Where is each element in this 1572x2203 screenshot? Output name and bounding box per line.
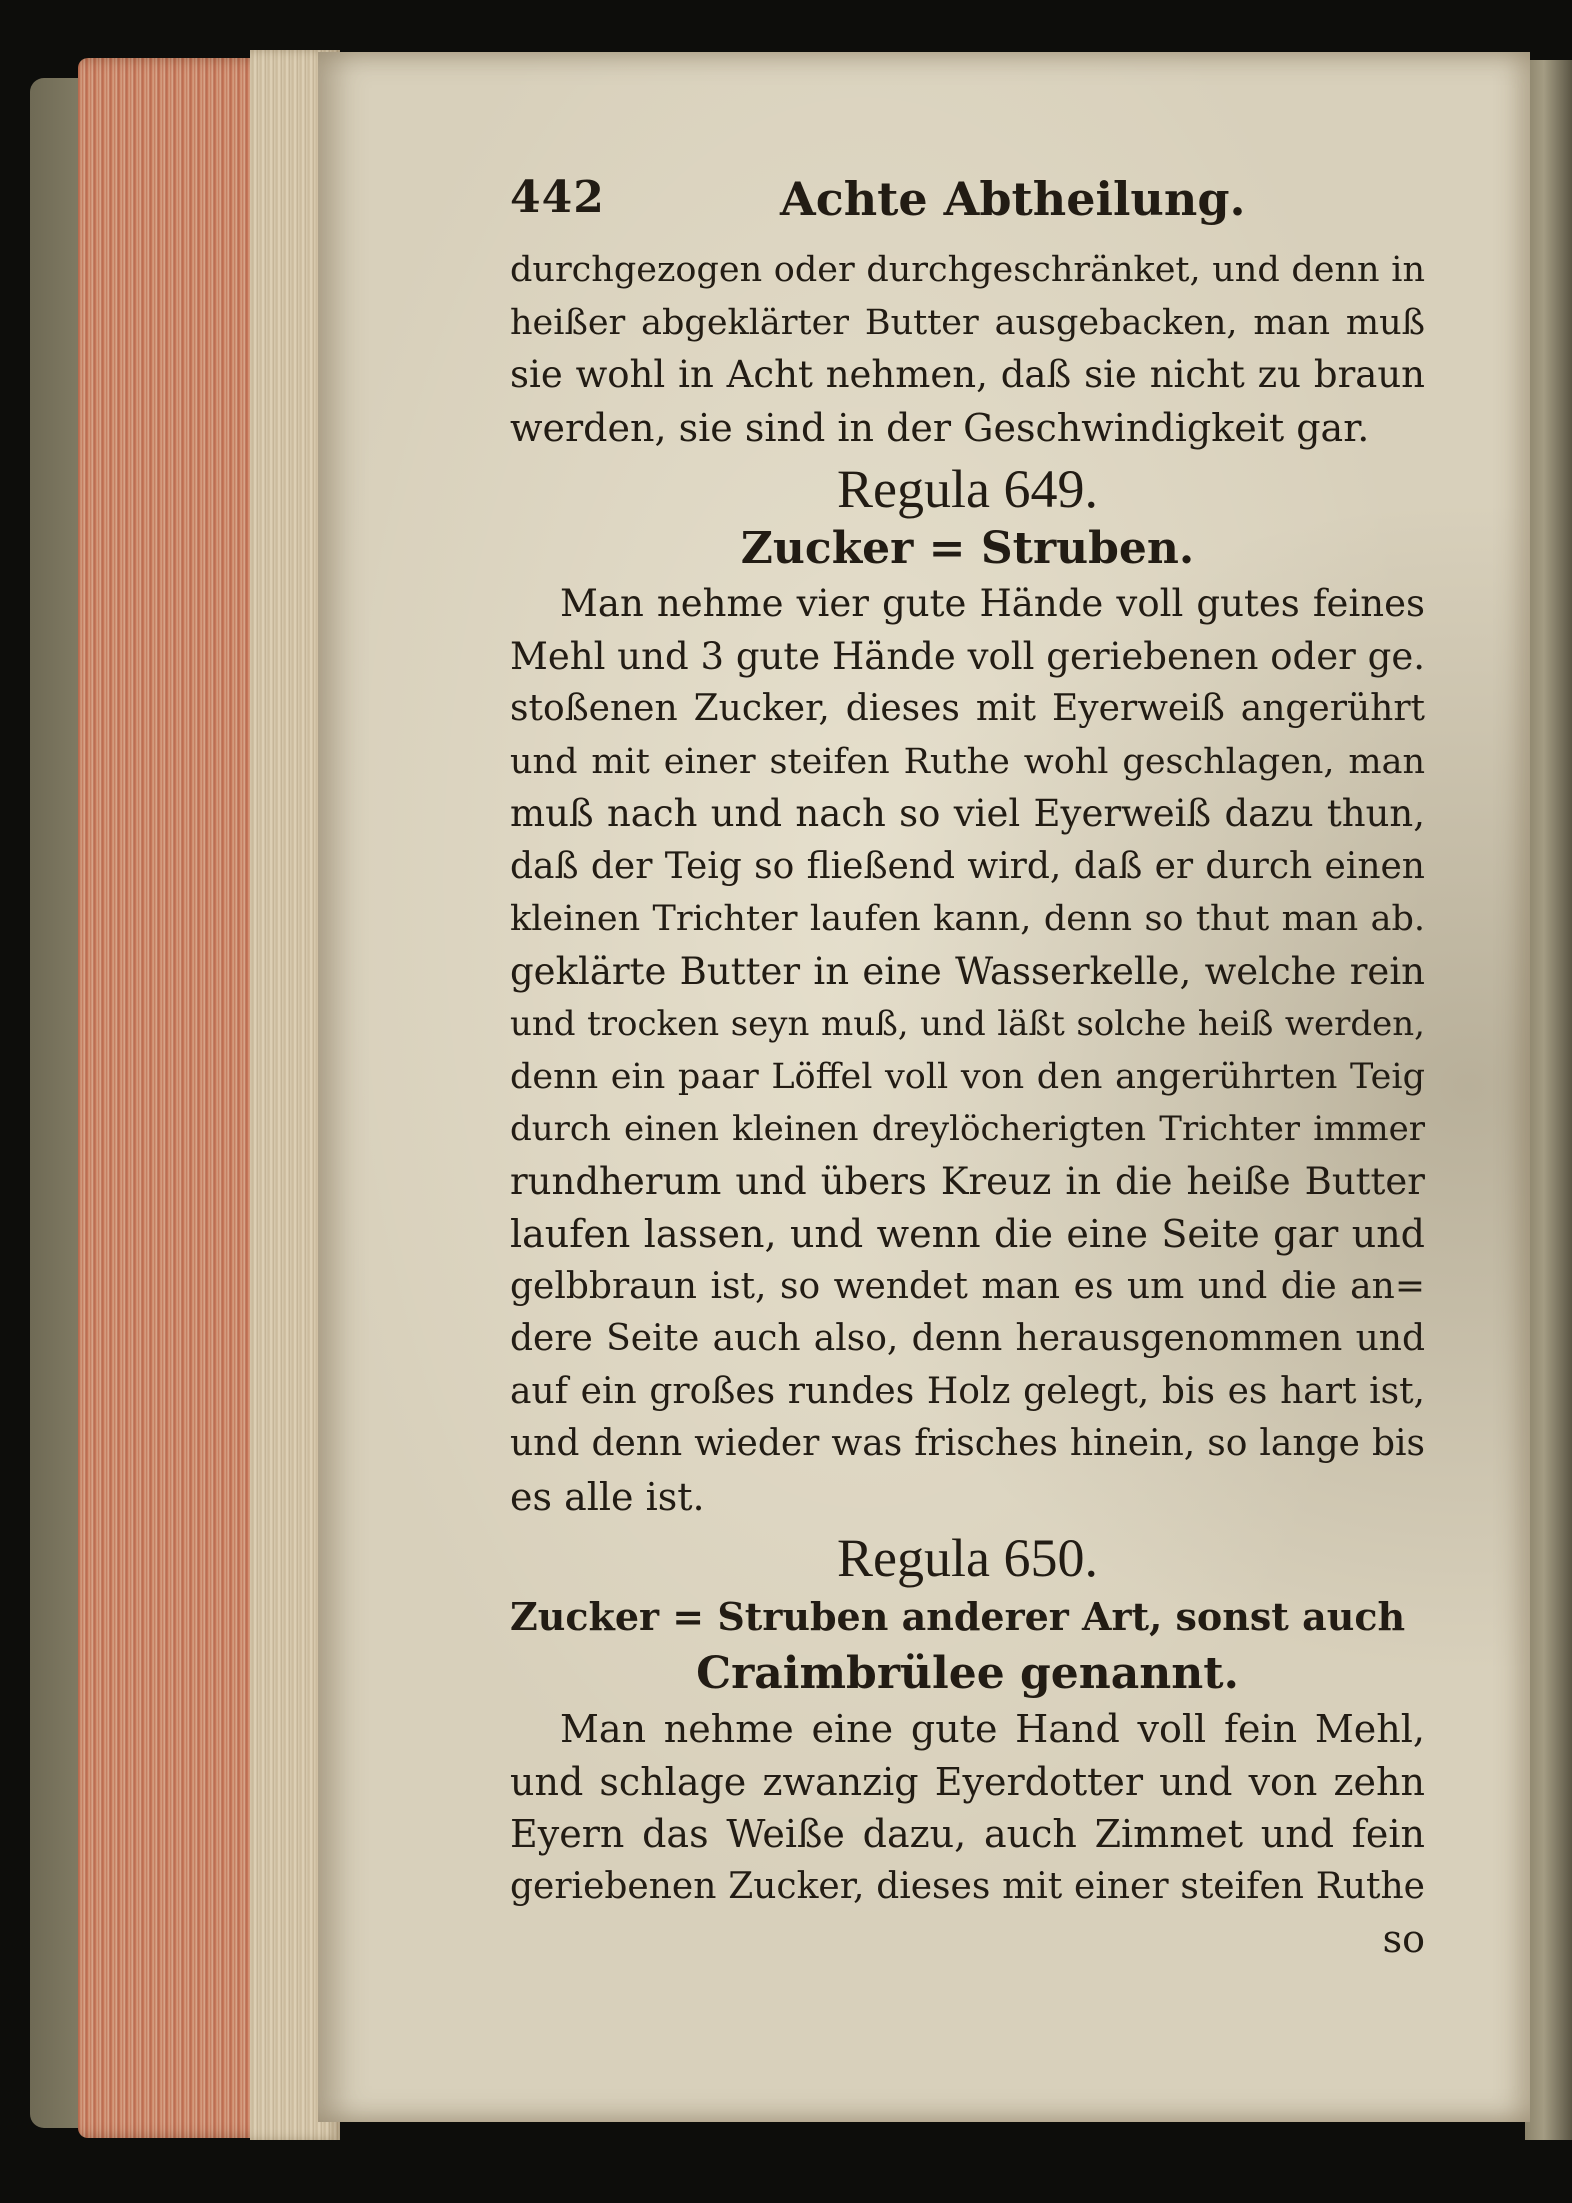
text-line: und mit einer steifen Ruthe wohl geschlagen, man bbox=[510, 741, 1425, 782]
text-line: gelbbraun ist, so wendet man es um und die an= bbox=[510, 1265, 1425, 1307]
text-line: es alle ist. bbox=[510, 1474, 705, 1519]
text-line: sie wohl in Acht nehmen, daß sie nicht zu braun bbox=[510, 353, 1425, 396]
text-line: und schlage zwanzig Eyerdotter und von zehn bbox=[510, 1759, 1425, 1804]
text-line: geriebenen Zucker, dieses mit einer steifen Ruthe bbox=[510, 1865, 1425, 1907]
text-line: Mehl und 3 gute Hände voll geriebenen oder ge. bbox=[510, 634, 1425, 678]
text-line: Man nehme vier gute Hände voll gutes feines bbox=[560, 582, 1425, 625]
text-line: kleinen Trichter laufen kann, denn so thut man ab. bbox=[510, 899, 1425, 939]
text-line: durch einen kleinen dreylöcherigten Trichter immer bbox=[510, 1109, 1425, 1149]
text-line: muß nach und nach so viel Eyerweiß dazu thun, bbox=[510, 792, 1425, 835]
text-line: Eyern das Weiße dazu, auch Zimmet und fein bbox=[510, 1812, 1425, 1856]
regula-650-title-line-1: Zucker = Struben anderer Art, sonst auch bbox=[510, 1594, 1406, 1639]
text-line: rundherum und übers Kreuz in die heiße Butter bbox=[510, 1159, 1425, 1203]
text-line: Man nehme eine gute Hand voll fein Mehl, bbox=[560, 1707, 1425, 1751]
text-line: denn ein paar Löffel voll von den angerührten Teig bbox=[510, 1056, 1425, 1097]
regula-650-paragraph bbox=[510, 1703, 1425, 1913]
text-line: werden, sie sind in der Geschwindigkeit gar. bbox=[510, 405, 1370, 450]
regula-649-title: Zucker = Struben. bbox=[740, 523, 1195, 574]
book-page bbox=[318, 52, 1530, 2122]
text-line: und denn wieder was frisches hinein, so lange bis bbox=[510, 1423, 1425, 1464]
text-line: auf ein großes rundes Holz gelegt, bis es hart ist, bbox=[510, 1370, 1425, 1412]
text-line: heißer abgeklärter Butter ausgebacken, man muß bbox=[510, 302, 1425, 343]
text-line: durchgezogen oder durchgeschränket, und denn in bbox=[510, 250, 1425, 290]
running-title: Achte Abtheilung. bbox=[780, 172, 1246, 226]
text-line: dere Seite auch also, denn herausgenommen und bbox=[510, 1318, 1425, 1359]
text-line: laufen lassen, und wenn die eine Seite gar und bbox=[510, 1212, 1425, 1256]
catchword: so bbox=[1382, 1917, 1425, 1961]
text-line: geklärte Butter in eine Wasserkelle, welche rein bbox=[510, 949, 1425, 993]
regula-649-heading: Regula 649. bbox=[837, 459, 1098, 519]
page-text-block bbox=[510, 172, 1425, 1965]
text-line: stoßenen Zucker, dieses mit Eyerweiß angerührt bbox=[510, 688, 1425, 729]
text-line: und trocken seyn muß, und läßt solche heiß werden, bbox=[510, 1004, 1425, 1044]
page-number: 442 bbox=[510, 172, 605, 223]
text-line: daß der Teig so fließend wird, daß er durch einen bbox=[510, 845, 1425, 887]
page-header bbox=[510, 172, 1425, 244]
facing-page-edge bbox=[1525, 60, 1572, 2140]
regula-650-title-line-2: Craimbrülee genannt. bbox=[696, 1648, 1239, 1699]
regula-650-heading: Regula 650. bbox=[837, 1528, 1098, 1588]
regula-649-paragraph bbox=[510, 578, 1425, 1523]
continuation-paragraph bbox=[510, 244, 1425, 454]
